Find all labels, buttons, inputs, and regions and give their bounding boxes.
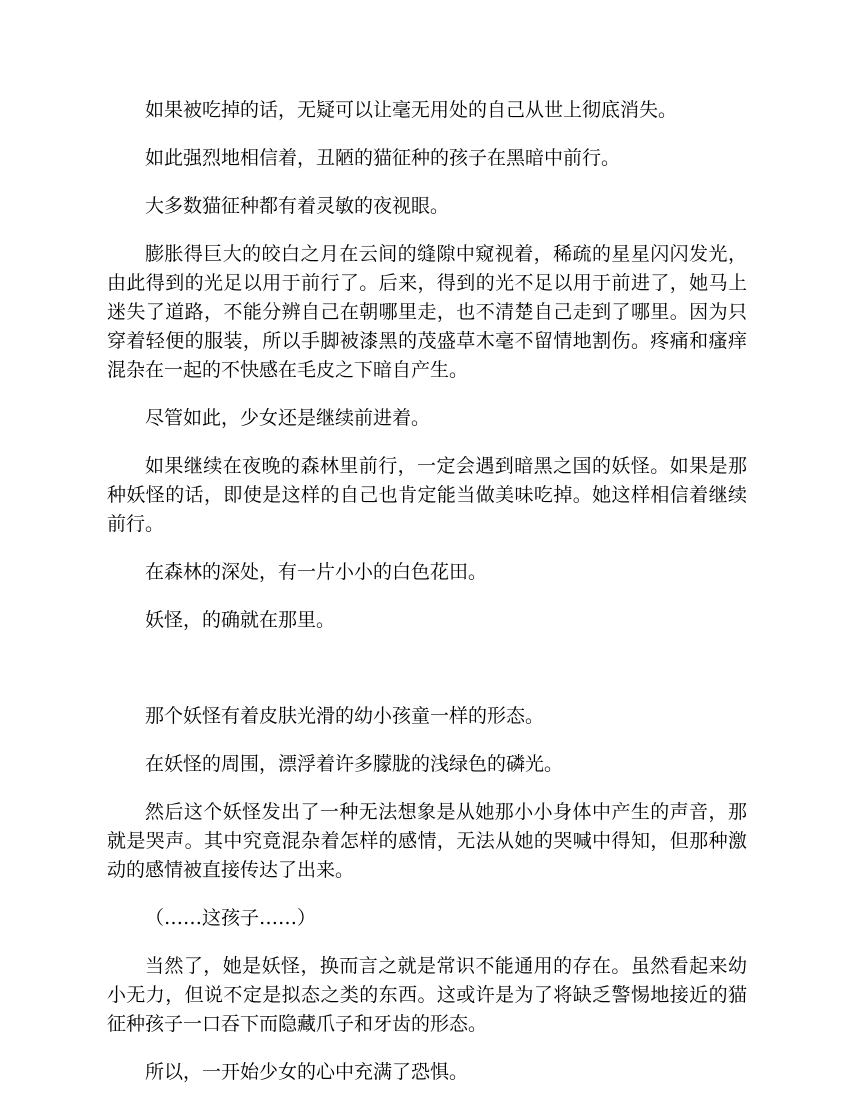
paragraph: 然后这个妖怪发出了一种无法想象是从她那小小身体中产生的声音，那就是哭声。其中究竟混杂着怎样的感情，无法从她的哭喊中得知，但那种激动的感情被直接传达了出来。 [107, 801, 747, 881]
paragraph: 所以，一开始少女的心中充满了恐惧。 [145, 1061, 469, 1083]
paragraph: 当然了，她是妖怪，换而言之就是常识不能通用的存在。虽然看起来幼小无力，但说不定是拟态之类的东西。这或许是为了将缺乏警惕地接近的猫征种孩子一口吞下而隐藏爪子和牙齿的形态。 [107, 955, 747, 1035]
paragraph: 如此强烈地相信着，丑陋的猫征种的孩子在黑暗中前行。 [145, 147, 621, 169]
paragraph: 在妖怪的周围，漂浮着许多朦胧的浅绿色的磷光。 [145, 753, 564, 775]
paragraph: 如果继续在夜晚的森林里前行，一定会遇到暗黑之国的妖怪。如果是那种妖怪的话，即使是这样的自己也肯定能当做美味吃掉。她这样相信着继续前行。 [107, 455, 747, 535]
paragraph: 在森林的深处，有一片小小的白色花田。 [145, 561, 488, 583]
paragraph: 膨胀得巨大的皎白之月在云间的缝隙中窥视着，稀疏的星星闪闪发光，由此得到的光足以用于前行了。后来，得到的光不足以用于前进了，她马上迷失了道路，不能分辨自己在朝哪里走，也不清楚自己走到了哪里。因为只穿着轻便的服装，所以手脚被漆黑的茂盛草木毫不留情地割伤。疼痛和瘙痒混杂在一起的不快感在毛皮之下暗自产生。 [107, 243, 747, 381]
section-break [107, 654, 747, 702]
paragraph: 大多数猫征种都有着灵敏的夜视眼。 [145, 195, 450, 217]
body-text [107, 96, 747, 1106]
paragraph: 如果被吃掉的话，无疑可以让毫无用处的自己从世上彻底消失。 [145, 99, 678, 121]
paragraph: （……这孩子……） [145, 907, 317, 929]
paragraph: 妖怪，的确就在那里。 [145, 609, 336, 631]
paragraph: 那个妖怪有着皮肤光滑的幼小孩童一样的形态。 [145, 705, 545, 727]
paragraph: 尽管如此，少女还是继续前进着。 [145, 407, 431, 429]
